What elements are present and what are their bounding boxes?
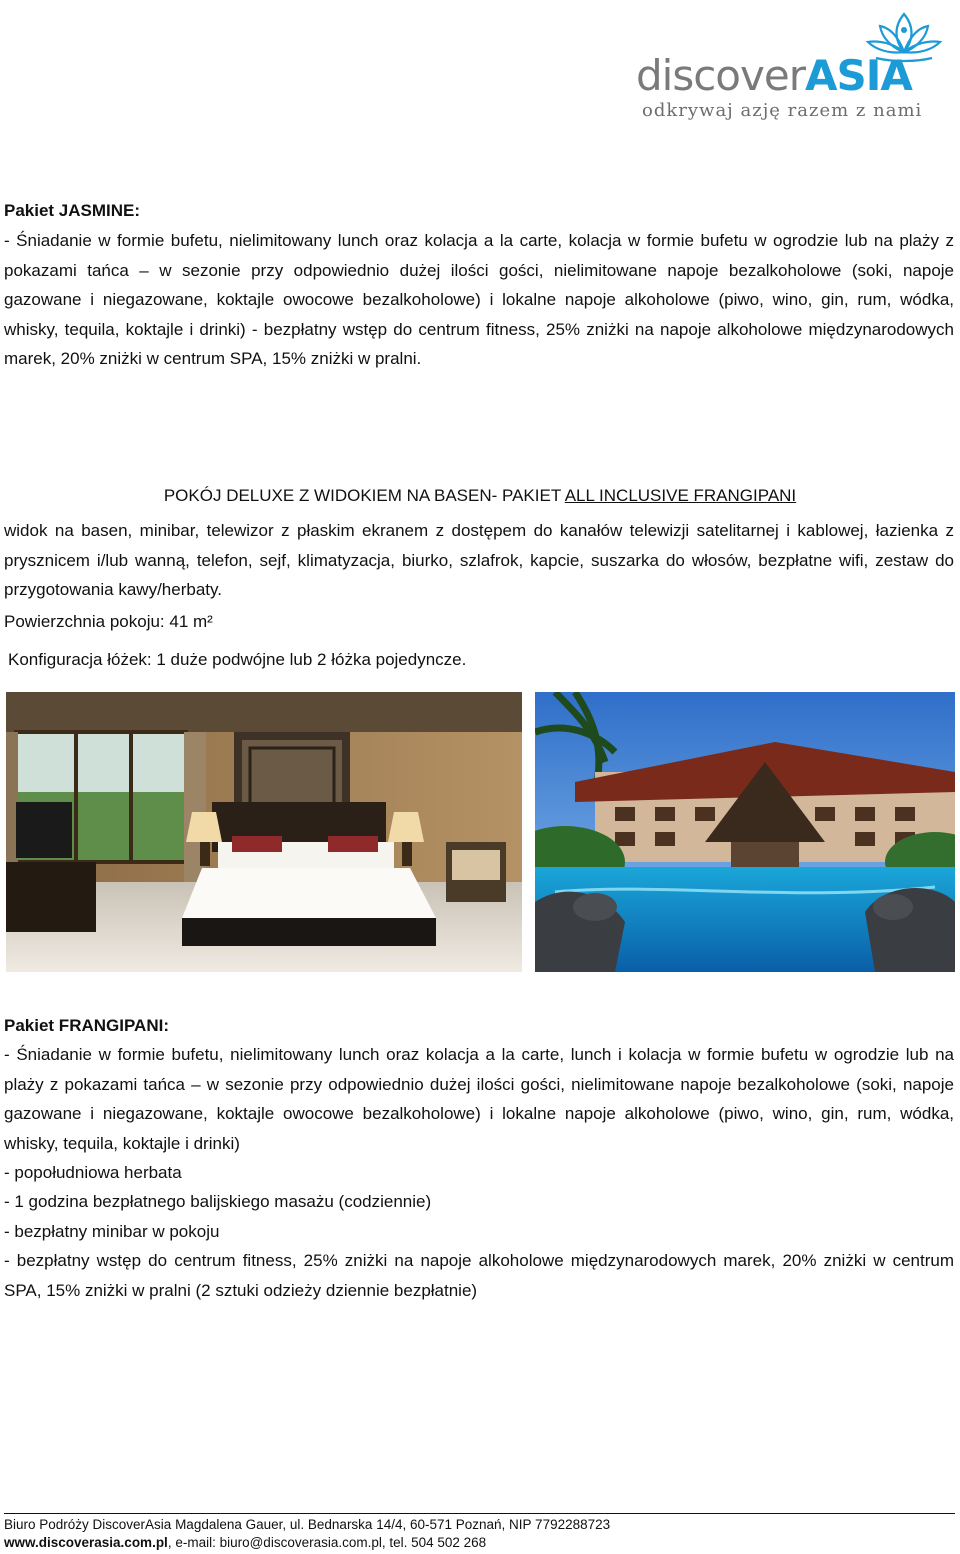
footer-divider: [4, 1513, 955, 1514]
footer-website-link[interactable]: www.discoverasia.com.pl: [4, 1535, 168, 1550]
hotel-room-photo: [6, 692, 522, 972]
room-amenities: widok na basen, minibar, telewizor z płaskim ekranem z dostępem do kanałów telewizji satelitarnej i kablowej, łazienka z prysznicem i/lub wanną, telefon, sejf, klimatyzacja, biurko, szlafrok, kapcie, suszarka do włosów, bezpłatne wifi, zestaw do przygotowania kawy/herbaty.: [4, 521, 954, 600]
footer-company: Biuro Podróży DiscoverAsia Magdalena Gauer, ul. Bednarska 14/4, 60-571 Poznań, NIP 7792288723: [4, 1517, 611, 1532]
room-title-underlined: ALL INCLUSIVE FRANGIPANI: [564, 486, 797, 505]
brand-logo: [636, 8, 946, 123]
brand-tagline: odkrywaj azję razem z nami: [642, 100, 923, 121]
brand-wordmark: [636, 52, 912, 100]
brand-part2: ASIA: [804, 51, 912, 100]
frangipani-item-4: - bezpłatny wstęp do centrum fitness, 25% zniżki na napoje alkoholowe międzynarodowych marek, 20% zniżki w centrum SPA, 15% zniżki w pralni (2 sztuki odzieży dziennie bezpłatnie): [4, 1251, 954, 1300]
room-area: Powierzchnia pokoju: 41 m²: [4, 612, 213, 631]
room-beds: Konfiguracja łóżek: 1 duże podwójne lub 2 łóżka pojedyncze.: [8, 650, 467, 669]
brand-part1: discover: [636, 51, 805, 100]
room-title-plain: POKÓJ DELUXE Z WIDOKIEM NA BASEN- PAKIET: [163, 486, 565, 505]
frangipani-item-3: - bezpłatny minibar w pokoju: [4, 1222, 220, 1241]
jasmine-body: - Śniadanie w formie bufetu, nielimitowany lunch oraz kolacja a la carte, kolacja w formie bufetu w ogrodzie lub na plaży z pokazami tańca – w sezonie przy odpowiednio dużej ilości gości, nielimitowane napoje bezalkoholowe (soki, napoje gazowane i niegazowane, koktajle owocowe bezalkoholowe) i lokalne napoje alkoholowe (piwo, wino, gin, rum, wódka, whisky, tequila, koktajle i drinki) - bezpłatny wstęp do centrum fitness, 25% zniżki na napoje alkoholowe międzynarodowych marek, 20% zniżki w centrum SPA, 15% zniżki w pralni.: [4, 231, 954, 369]
jasmine-heading: Pakiet JASMINE:: [4, 201, 141, 220]
frangipani-item-2: - 1 godzina bezpłatnego balijskiego masażu (codziennie): [4, 1192, 432, 1211]
room-title: [0, 484, 960, 508]
frangipani-heading: Pakiet FRANGIPANI:: [4, 1016, 169, 1035]
footer-contact: [4, 1534, 486, 1552]
footer-contact-text: , e-mail: biuro@discoverasia.com.pl, tel. 504 502 268: [167, 1535, 487, 1550]
hotel-pool-photo: [535, 692, 955, 972]
frangipani-item-1: - popołudniowa herbata: [4, 1163, 182, 1182]
frangipani-body: - Śniadanie w formie bufetu, nielimitowany lunch oraz kolacja a la carte, lunch i kolacja w formie bufetu w ogrodzie lub na plaży z pokazami tańca – w sezonie przy odpowiednio dużej ilości gości, nielimitowane napoje bezalkoholowe (soki, napoje gazowane i niegazowane, koktajle owocowe bezalkoholowe) i lokalne napoje alkoholowe (piwo, wino, gin, rum, wódka, whisky, tequila, koktajle i drinki): [4, 1045, 954, 1153]
